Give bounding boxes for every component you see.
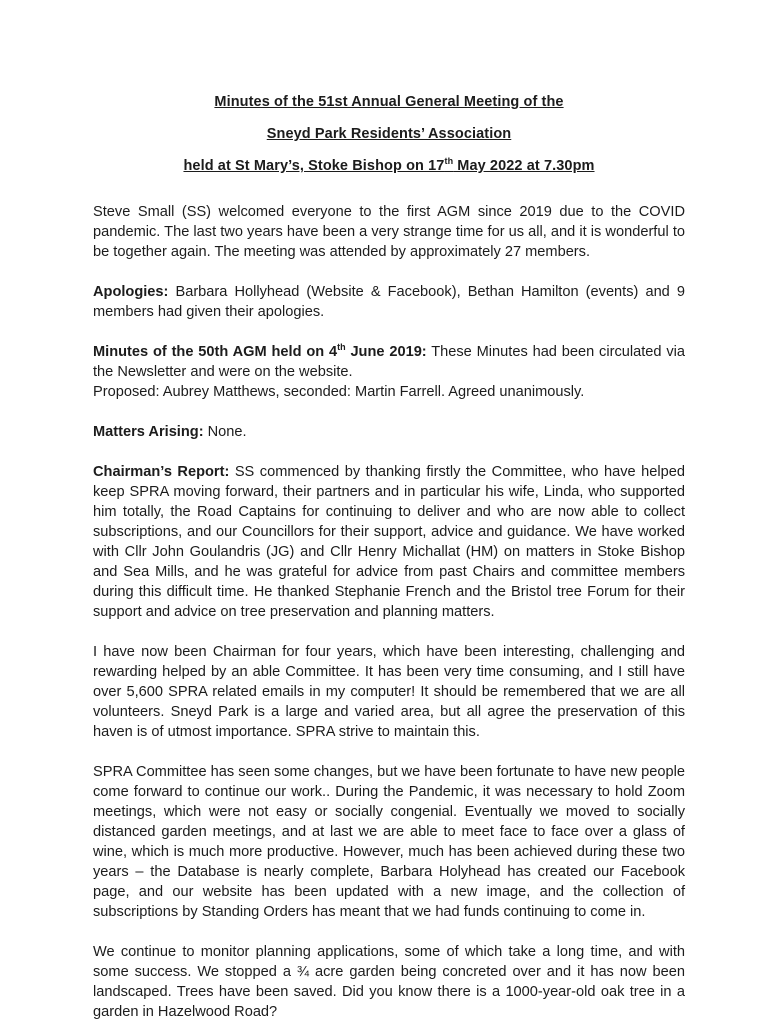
text-run: Chairman’s Report: [93,464,230,480]
text-run: May 2022 at 7.30pm [453,158,595,174]
title-line-3 [93,156,685,174]
text-run: SS commenced by thanking firstly the Committee, who have helped keep SPRA moving forward, their partners and in particular his wife, Linda, who supported him totally, the Road Captains for continuing to deliver and who are now able to collect subscriptions, and our Councillors for their support, advice and guidance. We have worked with Cllr John Goulandris (JG) and Cllr Henry Michallat (HM) on matters in Stoke Bishop and Sea Mills, and he was grateful for advice from past Chairs and committee members during this difficult time. He thanked Stephanie French and the Bristol tree Forum for their support and advice on tree preservation and planning matters. [93,464,685,620]
title-line-1 [93,95,685,109]
paragraph-planning-applications [93,942,685,1022]
text-run: held at St Mary’s, Stoke Bishop on 17 [183,158,445,174]
text-run: None. [203,424,247,440]
text-run: Minutes of the 51st Annual General Meeting of the [214,94,564,110]
text-run: Apologies: [93,284,169,300]
paragraph-minutes-50th-agm [93,342,685,402]
paragraph-matters-arising [93,422,685,442]
text-run: Sneyd Park Residents’ Association [266,126,512,142]
text-run: These Minutes had been circulated via the Newsletter and were on the website. [93,344,686,380]
text-run: Barbara Hollyhead (Website & Facebook), Bethan Hamilton (events) and 9 members had given their apologies. [93,284,685,320]
text-run: I have now been Chairman for four years, which have been interesting, challenging and rewarding helped by an able Committee. It has been very time consuming, and I still have over 5,600 SPRA related emails in my computer! It should be remembered that we are all volunteers. Sneyd Park is a large and varied area, but all agree the preservation of this haven is of utmost importance. SPRA strive to maintain this. [93,644,685,740]
superscript-text: th [444,156,454,167]
paragraph-committee-changes [93,762,685,922]
paragraph-chairmans-report [93,462,685,622]
text-run: June 2019: [345,344,427,360]
document-content [93,95,685,1023]
title-line-2 [93,127,685,141]
paragraph-intro [93,202,685,262]
superscript-text: th [337,342,346,353]
text-run: Proposed: Aubrey Matthews, seconded: Martin Farrell. Agreed unanimously. [93,384,585,400]
paragraph-chairman-tenure [93,642,685,742]
text-run: Steve Small (SS) welcomed everyone to the first AGM since 2019 due to the COVID pandemic. The last two years have been a very strange time for us all, and it is wonderful to be together again. The meeting was attended by approximately 27 members. [93,204,685,260]
text-run: Minutes of the 50th AGM held on 4 [93,344,338,360]
text-run: SPRA Committee has seen some changes, but we have been fortunate to have new people come forward to continue our work.. During the Pandemic, it was necessary to hold Zoom meetings, which were not easy or socially congenial. Eventually we moved to socially distanced garden meetings, and at last we are able to meet face to face over a glass of wine, which is much more productive. However, much has been achieved during these two years – the Database is nearly complete, Barbara Holyhead has created our Facebook page, and our website has been updated with a new image, and the collection of subscriptions by Standing Orders has meant that we had funds continuing to come in. [93,764,685,920]
text-run: We continue to monitor planning applications, some of which take a long time, and with some success. We stopped a ¾ acre garden being concreted over and it has now been landscaped. Trees have been saved. Did you know there is a 1000-year-old oak tree in a garden in Hazelwood Road? [93,944,685,1020]
text-run: Matters Arising: [93,424,204,440]
paragraph-apologies [93,282,685,322]
